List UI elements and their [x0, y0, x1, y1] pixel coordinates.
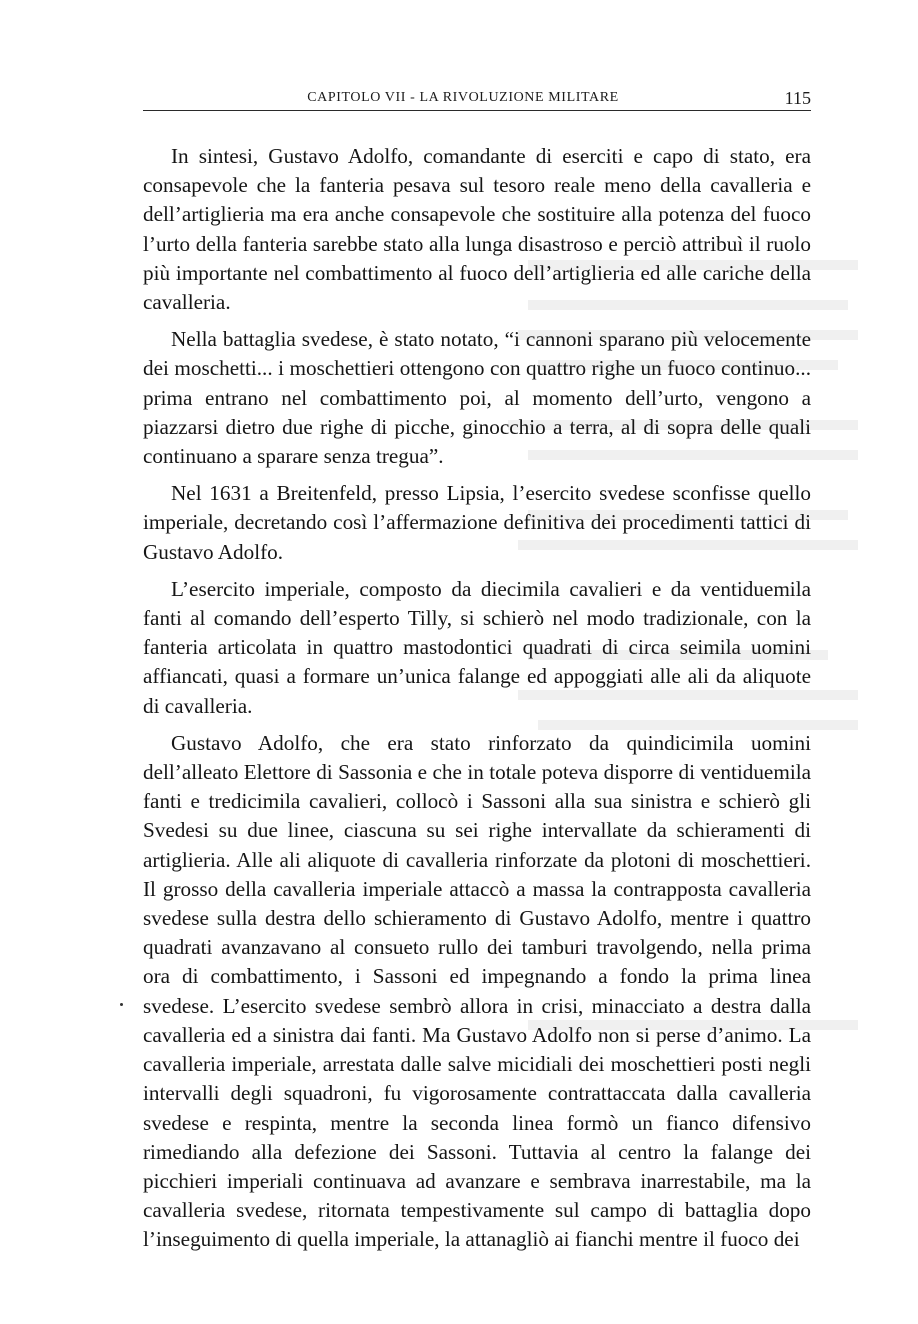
page-number: 115 [784, 88, 811, 108]
running-header [143, 88, 811, 111]
paragraph-battaglia-svedese: Nella battaglia svedese, è stato notato, “i cannoni sparano più velocemente dei moschetti... i moschettieri ottengono con quattro righe un fuoco continuo... prima entrano nel combattimento poi, al momento dell’urto, vengono a piazzarsi dietro due righe di picche, ginocchio a terra, al di sopra delle quali continuano a sparare senza tregua”. [143, 327, 811, 469]
paragraph-sintesi: In sintesi, Gustavo Adolfo, comandante di eserciti e capo di stato, era consapevole che la fanteria pesava sul tesoro reale meno della cavalleria e dell’artiglieria ma era anche consapevole che sostituire alla potenza del fuoco l’urto della fanteria sarebbe stato alla lunga disastroso e perciò attribuì il ruolo più importante nel combattimento al fuoco dell’artiglieria ed alle cariche della cavalleria. [143, 144, 811, 315]
stray-ink-mark [120, 1003, 123, 1006]
paragraph-esercito-imperiale: L’esercito imperiale, composto da diecimila cavalieri e da ventiduemila fanti al comando dell’esperto Tilly, si schierò nel modo tradizionale, con la fanteria articolata in quattro mastodontici quadrati di circa seimila uomini affiancati, quasi a formare un’unica falange ed appoggiati alle ali da aliquote di cavalleria. [143, 576, 811, 718]
paragraph-breitenfeld: Nel 1631 a Breitenfeld, presso Lipsia, l’esercito svedese sconfisse quello imperiale, decretando così l’affermazione definitiva dei procedimenti tattici di Gustavo Adolfo. [143, 481, 811, 564]
paragraph-gustavo-adolfo: Gustavo Adolfo, che era stato rinforzato da quindicimila uomini dell’alleato Elettore di Sassonia e che in totale poteva disporre di ventiduemila fanti e tredicimila cavalieri, collocò i Sassoni alla sua sinistra e schierò gli Svedesi su due linee, ciascuna su sei righe intervallate da schieramenti di artiglieria. Alle ali aliquote di cavalleria rinforzate da plotoni di moschettieri. Il grosso della cavalleria imperiale attaccò a massa la contrapposta cavalleria svedese sulla destra dello schieramento di Gustavo Adolfo, mentre i quattro quadrati avanzavano al consueto rullo dei tamburi travolgendo, nella prima ora di combattimento, i Sassoni ed impegnando a fondo la prima linea svedese. L’esercito svedese sembrò allora in crisi, minacciato a destra dalla cavalleria ed a sinistra dai fanti. Ma Gustavo Adolfo non si perse d’animo. La cavalleria imperiale, arrestata dalle salve micidiali dei moschettieri posti negli intervalli degli squadroni, fu vigorosamente contrattaccata dalla cavalleria svedese e respinta, mentre la seconda linea formò un fianco difensivo rimediando alla defezione dei Sassoni. Tuttavia al centro la falange dei picchieri imperiali continuava ad avanzare e sembrava inarrestabile, ma la cavalleria svedese, ritornata tempestivamente sul campo di battaglia dopo l’inseguimento di quella imperiale, la attanagliò ai fianchi mentre il fuoco dei [143, 730, 811, 1252]
running-title: CAPITOLO VII - LA RIVOLUZIONE MILITARE [307, 90, 619, 105]
body-text [143, 142, 811, 1263]
